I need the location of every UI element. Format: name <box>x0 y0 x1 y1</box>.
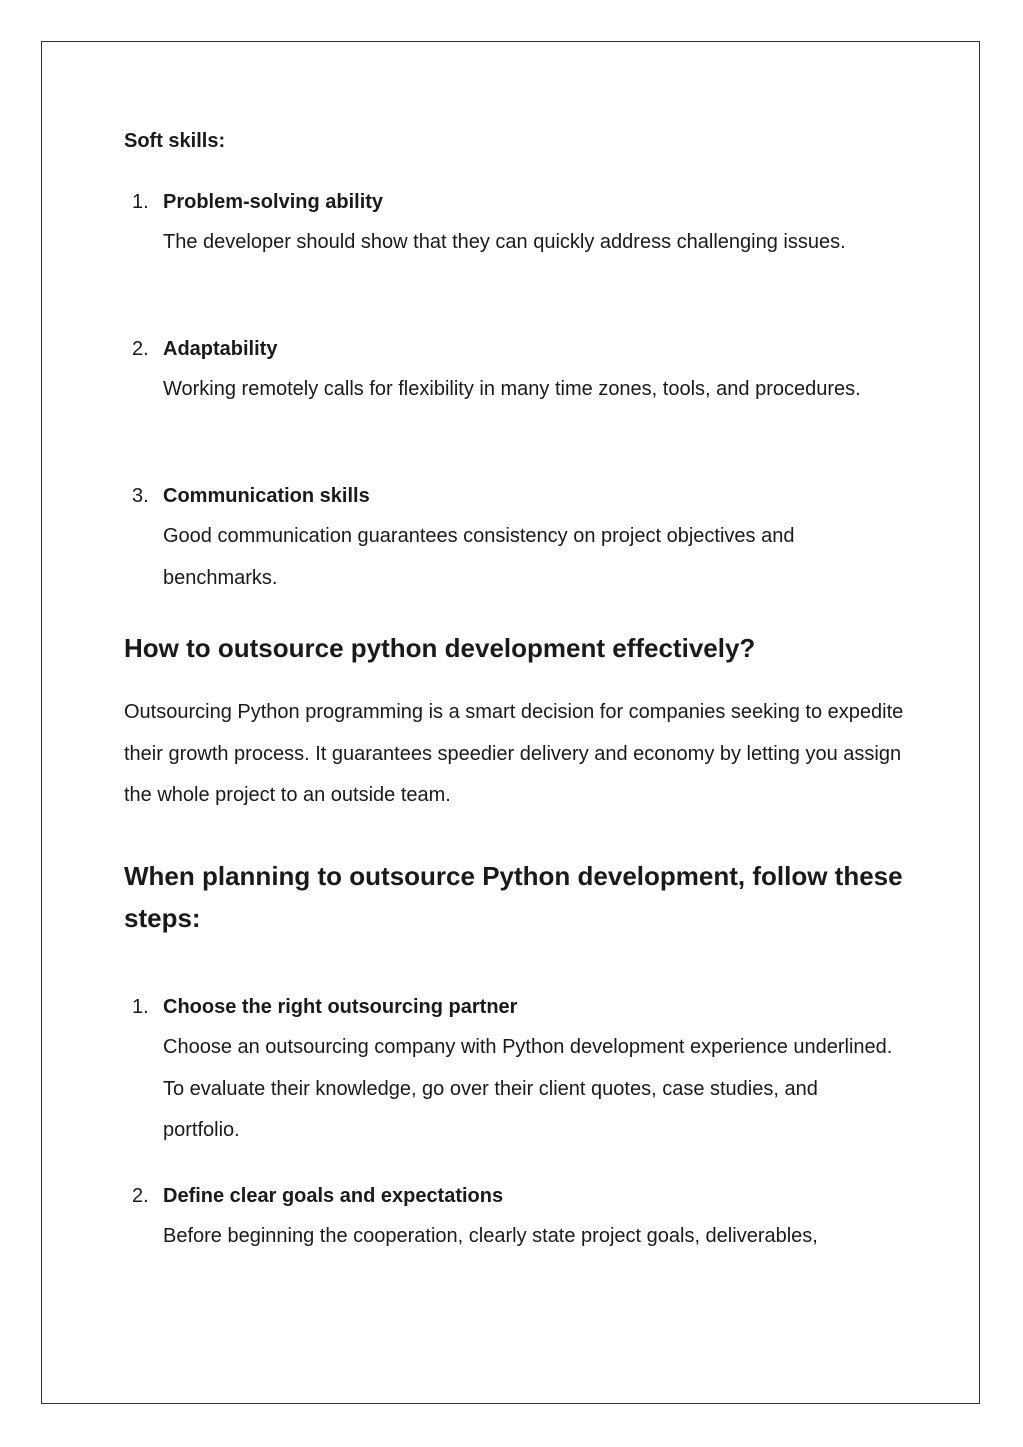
outsource-paragraph: Outsourcing Python programming is a smart decision for companies seeking to expedite their growth process. It guarantees speedier delivery and economy by letting you assign the whole project to an outside team. <box>124 701 904 806</box>
list-item-title: Define clear goals and expectations <box>163 1185 504 1207</box>
list-item-title: Problem-solving ability <box>163 191 384 213</box>
list-item-number: 2. <box>132 338 149 360</box>
list-item-description: Before beginning the cooperation, clearly state project goals, deliverables, <box>163 1225 818 1247</box>
list-item-description: Good communication guarantees consistency on project objectives and benchmarks. <box>163 525 795 589</box>
list-item-description: Choose an outsourcing company with Python development experience underlined. To evaluate their knowledge, go over their client quotes, case studies, and portfolio. <box>163 1036 893 1141</box>
list-item-number: 2. <box>132 1185 149 1207</box>
list-item-number: 1. <box>132 191 149 213</box>
outsource-heading: How to outsource python development effectively? <box>124 633 756 663</box>
soft-skills-label: Soft skills: <box>124 130 226 152</box>
list-item-title: Choose the right outsourcing partner <box>163 996 518 1018</box>
list-item-title: Adaptability <box>163 338 278 360</box>
list-item-number: 1. <box>132 996 149 1018</box>
list-item-description: Working remotely calls for flexibility in many time zones, tools, and procedures. <box>163 378 861 400</box>
list-item-description: The developer should show that they can quickly address challenging issues. <box>163 231 846 253</box>
steps-heading: When planning to outsource Python development, follow these steps: <box>124 861 903 933</box>
list-item-title: Communication skills <box>163 485 370 507</box>
list-item-number: 3. <box>132 485 149 507</box>
